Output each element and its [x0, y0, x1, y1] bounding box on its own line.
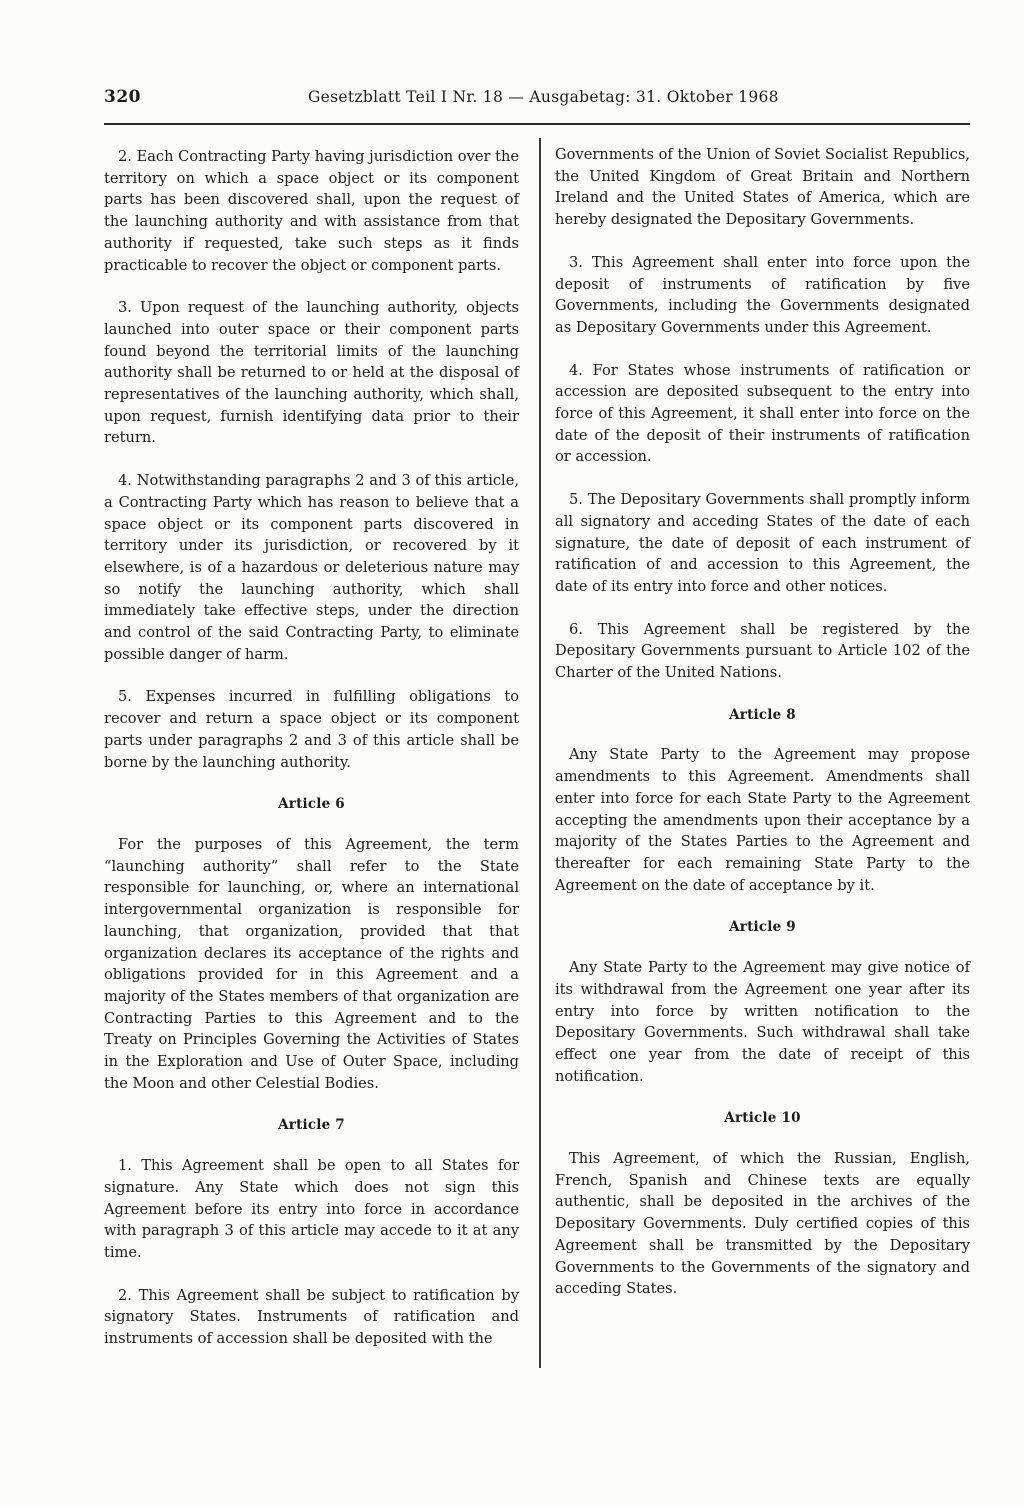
paragraph: 3. This Agreement shall enter into force upon the deposit of instruments of ratification by five Governments, including the Governments designated as Depositary Governments under this Agreement. [555, 253, 970, 336]
column-divider [539, 138, 541, 1368]
paragraph: 4. For States whose instruments of ratification or accession are deposited subsequent to the entry into force of this Agreement, it shall enter into force on the date of the deposit of their instruments of ratification or accession. [555, 361, 970, 466]
paragraph: Any State Party to the Agreement may give notice of its withdrawal from the Agreement one year after its entry into force by written notification to the Depositary Governments. Such withdrawal shall take effect one year from the date of receipt of this notification. [555, 959, 970, 1085]
article-heading: Article 8 [729, 706, 796, 723]
paragraph: Any State Party to the Agreement may propose amendments to this Agreement. Amendments shall enter into force for each State Party to the Agreement accepting the amendments upon their acceptance by a majority of the States Parties to the Agreement and thereafter for each remaining State Party to the Agreement on the date of acceptance by it. [555, 746, 970, 894]
paragraph: 2. This Agreement shall be subject to ratification by signatory States. Instruments of ratification and instruments of accession shall be deposited with the [104, 1286, 519, 1348]
paragraph: Governments of the Union of Soviet Socialist Republics, the United Kingdom of Great Britain and Northern Ireland and the United States of America, which are hereby designated the Depositary Governments. [555, 146, 970, 229]
page-header-title: Gesetzblatt Teil I Nr. 18 — Ausgabetag: 31. Oktober 1968 [308, 88, 779, 106]
left-column [104, 146, 519, 1371]
article-heading: Article 7 [278, 1117, 345, 1134]
article-heading: Article 9 [729, 919, 796, 936]
paragraph: 5. The Depositary Governments shall promptly inform all signatory and acceding States of the date of each signature, the date of deposit of each instrument of ratification of and accession to this Agreement, the date of its entry into force and other notices. [555, 491, 970, 595]
paragraph: This Agreement, of which the Russian, English, French, Spanish and Chinese texts are equally authentic, shall be deposited in the archives of the Depositary Governments. Duly certified copies of this Agreement shall be transmitted by the Depositary Governments to the Governments of the signatory and acceding States. [555, 1150, 970, 1298]
article-heading: Article 6 [278, 796, 345, 813]
paragraph: 5. Expenses incurred in fulfilling obligations to recover and return a space object or its component parts under paragraphs 2 and 3 of this article shall be borne by the launching authority. [104, 688, 519, 771]
page-number: 320 [104, 87, 141, 107]
paragraph: 3. Upon request of the launching authority, objects launched into outer space or their component parts found beyond the territorial limits of the launching authority shall be returned to or held at the disposal of representatives of the launching authority, which shall, upon request, furnish identifying data prior to their return. [104, 299, 519, 447]
right-column [555, 144, 970, 1321]
paragraph: 1. This Agreement shall be open to all States for signature. Any State which does not sign this Agreement before its entry into force in accordance with paragraph 3 of this article may accede to it at any time. [104, 1157, 519, 1261]
paragraph: For the purposes of this Agreement, the term “launching authority” shall refer to the State responsible for launching, or, where an international intergovernmental organization is responsible for launching, that organization, provided that that organization declares its acceptance of the rights and obligations provided for in this Agreement and a majority of the States members of that organization are Contracting Parties to this Agreement and to the Treaty on Principles Governing the Activities of States in the Exploration and Use of Outer Space, including the Moon and other Celestial Bodies. [104, 835, 519, 1092]
article-heading: Article 10 [724, 1110, 801, 1127]
paragraph: 6. This Agreement shall be registered by the Depositary Governments pursuant to Article 102 of the Charter of the United Nations. [555, 620, 970, 682]
header-rule [104, 123, 970, 125]
paragraph: 2. Each Contracting Party having jurisdiction over the territory on which a space object or its component parts has been discovered shall, upon the request of the launching authority and with assistance from that authority if requested, take such steps as it finds practicable to recover the object or component parts. [104, 148, 519, 274]
paragraph: 4. Notwithstanding paragraphs 2 and 3 of this article, a Contracting Party which has reason to believe that a space object or its component parts discovered in territory under its jurisdiction, or recovered by it elsewhere, is of a hazardous or deleterious nature may so notify the launching authority, which shall immediately take effective steps, under the direction and control of the said Contracting Party, to eliminate possible danger of harm. [104, 472, 519, 663]
